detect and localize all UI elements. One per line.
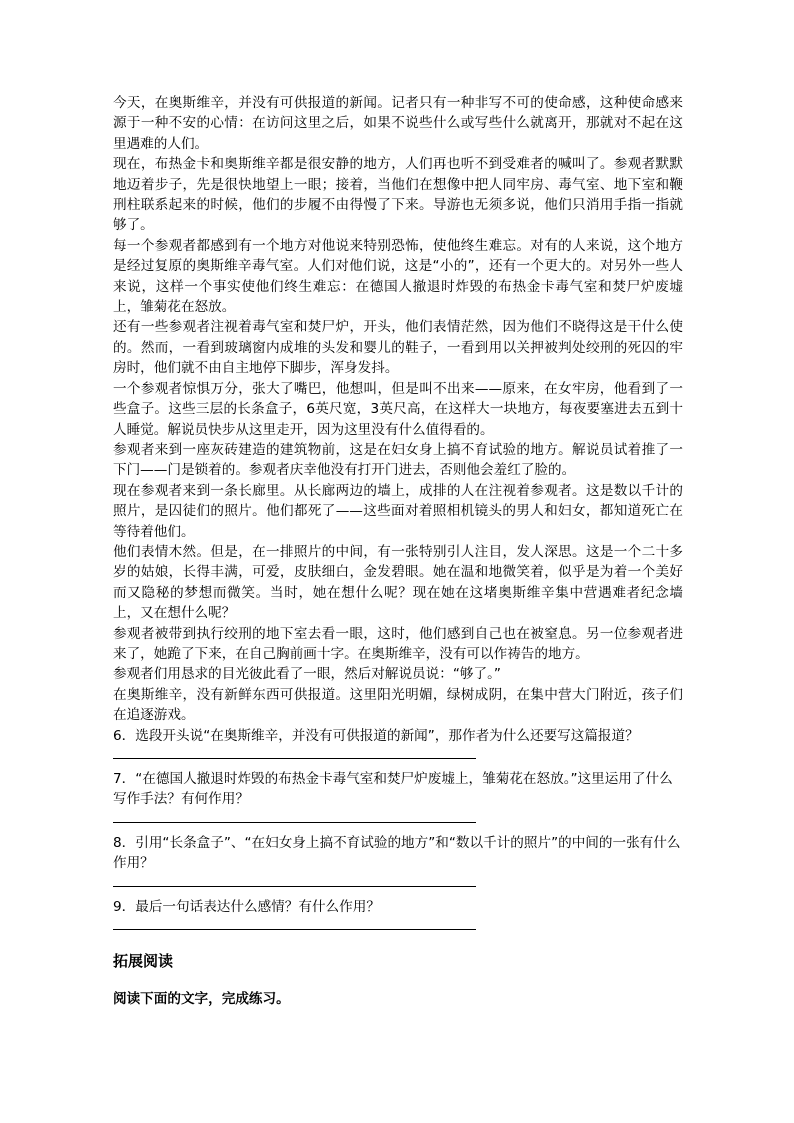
passage-paragraph-11: 在奥斯维辛，没有新鲜东西可供报道。这里阳光明媚，绿树成阴，在集中营大门附近，孩子们在追逐游戏。 xyxy=(113,686,683,724)
passage-paragraph-8: 他们表情木然。但是，在一排照片的中间，有一张特别引人注目，发人深思。这是一个二十多岁的姑娘，长得丰满，可爱，皮肤细白，金发碧眼。她在温和地微笑着，似乎是为着一个美好而又隐秘的梦想而微笑。当时，她在想什么呢？现在她在这堵奥斯维辛集中营遇难者纪念墙上，又在想什么呢？ xyxy=(113,543,683,622)
answer-line-8[interactable] xyxy=(113,886,476,887)
answer-line-7[interactable] xyxy=(113,822,476,823)
passage-paragraph-1: 今天，在奥斯维辛，并没有可供报道的新闻。记者只有一种非写不可的使命感，这种使命感来源于一种不安的心情：在访问这里之后，如果不说些什么或写些什么就离开，那就对不起在这里遇难的人们。 xyxy=(113,95,683,152)
passage-paragraph-10: 参观者们用恳求的目光彼此看了一眼，然后对解说员说：“够了。” xyxy=(113,666,501,683)
passage-paragraph-6: 参观者来到一座灰砖建造的建筑物前，这是在妇女身上搞不育试验的地方。解说员试着推了一下门——门是锁着的。参观者庆幸他没有打开门进去，否则他会羞红了脸的。 xyxy=(113,441,683,479)
section-heading: 拓展阅读 xyxy=(113,952,174,971)
document-body xyxy=(113,93,683,1010)
passage-paragraph-4: 还有一些参观者注视着毒气室和焚尸炉，开头，他们表情茫然，因为他们不晓得这是干什么使的。然而，一看到玻璃窗内成堆的头发和婴儿的鞋子，一看到用以关押被判处绞刑的死囚的牢房时，他们就不由自主地停下脚步，浑身发抖。 xyxy=(113,319,683,377)
answer-line-6[interactable] xyxy=(113,758,476,759)
question-6: 6．选段开头说“在奥斯维辛，并没有可供报道的新闻”，那作者为什么还要写这篇报道？ xyxy=(113,727,639,744)
passage-paragraph-7: 现在参观者来到一条长廊里。从长廊两边的墙上，成排的人在注视着参观者。这是数以千计的照片，是囚徒们的照片。他们都死了——这些面对着照相机镜头的男人和妇女，都知道死亡在等待着他们。 xyxy=(113,482,683,540)
question-9: 9．最后一句话表达什么感情？有什么作用？ xyxy=(113,898,380,915)
question-7: 7．“在德国人撤退时炸毁的布热金卡毒气室和焚尸炉废墟上，雏菊花在怒放。”这里运用了什么写作手法？有何作用？ xyxy=(113,771,673,808)
passage-paragraph-2: 现在，布热金卡和奥斯维辛都是很安静的地方，人们再也听不到受难者的喊叫了。参观者默默地迈着步子，先是很快地望上一眼；接着，当他们在想像中把人同牢房、毒气室、地下室和鞭刑柱联系起来的时候，他们的步履不由得慢了下来。导游也无须多说，他们只消用手指一指就够了。 xyxy=(113,156,683,234)
answer-line-9[interactable] xyxy=(113,929,476,930)
passage-paragraph-9: 参观者被带到执行绞刑的地下室去看一眼，这时，他们感到自己也在被窒息。另一位参观者进来了，她跪了下来，在自己胸前画十字。在奥斯维辛，没有可以作祷告的地方。 xyxy=(113,625,683,662)
reading-instruction: 阅读下面的文字，完成练习。 xyxy=(113,991,290,1008)
passage-paragraph-5: 一个参观者惊惧万分，张大了嘴巴，他想叫，但是叫不出来——原来，在女牢房，他看到了一些盒子。这些三层的长条盒子，6英尺宽，3英尺高，在这样大一块地方，每夜要塞进去五到十人睡觉。解说员快步从这里走开，因为这里没有什么值得看的。 xyxy=(113,380,683,438)
question-8: 8．引用“长条盒子”、“在妇女身上搞不育试验的地方”和“数以千计的照片”的中间的一张有什么作用？ xyxy=(113,834,681,872)
passage-paragraph-3: 每一个参观者都感到有一个地方对他说来特别恐怖，使他终生难忘。对有的人来说，这个地方是经过复原的奥斯维辛毒气室。人们对他们说，这是“小的”，还有一个更大的。对另外一些人来说，这样一个事实使他们终生难忘：在德国人撤退时炸毁的布热金卡毒气室和焚尸炉废墟上，雏菊花在怒放。 xyxy=(113,237,683,316)
